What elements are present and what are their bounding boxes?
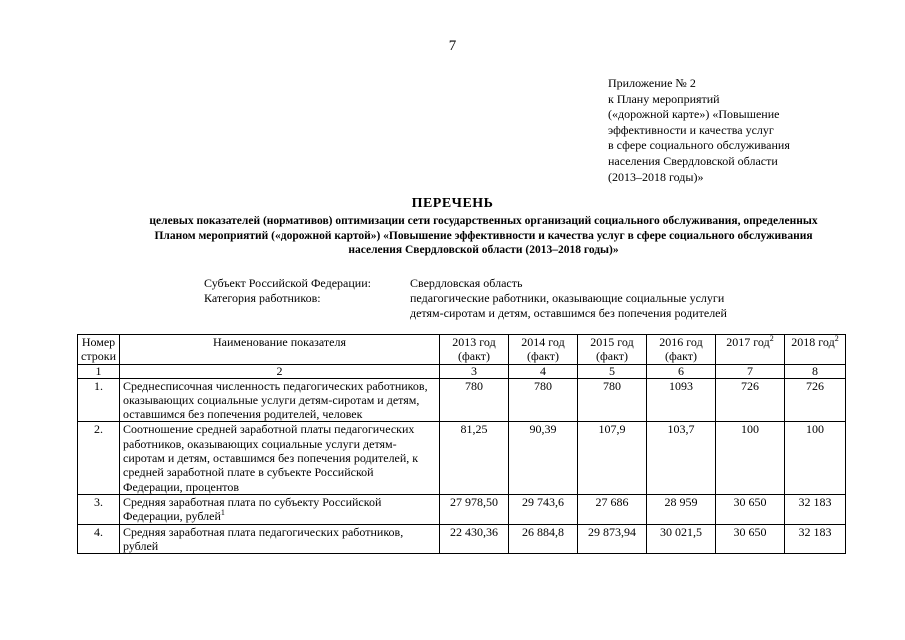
value-2017: 30 650 bbox=[716, 524, 785, 554]
header-text: (факт) bbox=[457, 349, 490, 364]
subtitle-line: Планом мероприятий («дорожной картой») «Повышение эффективности и качества услуг в сфере социального обслуживания bbox=[154, 229, 813, 242]
value-2015: 107,9 bbox=[578, 422, 647, 494]
indicator-name-text: Средняя заработная плата по субъекту Российской Федерации, рублей bbox=[123, 494, 382, 524]
value-2013: 22 430,36 bbox=[440, 524, 509, 554]
column-index: 5 bbox=[578, 364, 647, 378]
appendix-line: («дорожной карте») «Повышение bbox=[608, 107, 780, 122]
header-text: 2013 год bbox=[452, 335, 496, 349]
header-2013 bbox=[440, 335, 509, 365]
document-title: ПЕРЕЧЕНЬ bbox=[411, 196, 494, 211]
value-2015: 29 873,94 bbox=[578, 524, 647, 554]
column-index: 1 bbox=[78, 364, 120, 378]
value-2018: 100 bbox=[785, 422, 846, 494]
value-2017: 726 bbox=[716, 378, 785, 422]
row-number: 3. bbox=[78, 494, 120, 524]
value-2017: 100 bbox=[716, 422, 785, 494]
footnote-mark: 2 bbox=[769, 334, 774, 343]
header-text: 2015 год bbox=[590, 335, 634, 349]
category-value-line: детям-сиротам и детям, оставшимся без попечения родителей bbox=[410, 306, 727, 320]
footnote-mark: 1 bbox=[220, 508, 225, 518]
column-index: 2 bbox=[120, 364, 440, 378]
appendix-line: населения Свердловской области bbox=[608, 153, 778, 168]
header-text: 2018 год bbox=[791, 335, 835, 349]
table-row bbox=[78, 494, 846, 524]
header-indicator-name: Наименование показателя bbox=[120, 335, 440, 365]
column-index: 7 bbox=[716, 364, 785, 378]
header-text: (факт) bbox=[595, 349, 628, 364]
table-row bbox=[78, 378, 846, 422]
subject-label: Субъект Российской Федерации: bbox=[204, 276, 371, 290]
category-value-line: педагогические работники, оказывающие социальные услуги bbox=[410, 291, 725, 305]
value-2017: 30 650 bbox=[716, 494, 785, 524]
column-index: 3 bbox=[440, 364, 509, 378]
header-text: 2017 год bbox=[726, 335, 770, 349]
indicators-table bbox=[77, 334, 846, 554]
page-number: 7 bbox=[448, 38, 457, 54]
table-row bbox=[78, 524, 846, 554]
header-text: 2014 год bbox=[521, 335, 565, 349]
value-2016: 103,7 bbox=[647, 422, 716, 494]
value-2013: 780 bbox=[440, 378, 509, 422]
value-2014: 29 743,6 bbox=[509, 494, 578, 524]
value-2016: 30 021,5 bbox=[647, 524, 716, 554]
footnote-mark: 2 bbox=[834, 334, 839, 343]
appendix-line: к Плану мероприятий bbox=[608, 91, 720, 106]
value-2018: 726 bbox=[785, 378, 846, 422]
indicator-name: Средняя заработная плата педагогических работников, рублей bbox=[120, 524, 440, 554]
header-2015 bbox=[578, 335, 647, 365]
category-label: Категория работников: bbox=[204, 291, 321, 305]
header-row-number bbox=[78, 335, 120, 365]
value-2013: 81,25 bbox=[440, 422, 509, 494]
value-2015: 27 686 bbox=[578, 494, 647, 524]
subtitle-line: населения Свердловской области (2013–2018 годы)» bbox=[348, 244, 619, 257]
column-index: 6 bbox=[647, 364, 716, 378]
value-2016: 28 959 bbox=[647, 494, 716, 524]
subtitle-line: целевых показателей (нормативов) оптимизации сети государственных организаций социального обслуживания, определенных bbox=[149, 215, 818, 227]
subject-value: Свердловская область bbox=[410, 276, 523, 290]
header-text: (факт) bbox=[526, 349, 559, 364]
header-2018 bbox=[785, 335, 846, 365]
indicator-name: Соотношение средней заработной платы педагогических работников, оказывающих социальные услуги детям-сиротам и детям, оставшимся без попечения родителей, к средней заработной плате в субъекте Российской Федерации, процентов bbox=[120, 422, 440, 494]
table-row bbox=[78, 422, 846, 494]
value-2014: 26 884,8 bbox=[509, 524, 578, 554]
header-text: Номер bbox=[81, 335, 116, 349]
value-2015: 780 bbox=[578, 378, 647, 422]
indicators-table-container bbox=[77, 334, 846, 554]
appendix-line: в сфере социального обслуживания bbox=[608, 138, 790, 153]
header-2014 bbox=[509, 335, 578, 365]
value-2014: 780 bbox=[509, 378, 578, 422]
appendix-line: Приложение № 2 bbox=[608, 76, 696, 90]
column-index: 8 bbox=[785, 364, 846, 378]
indicator-name: Среднесписочная численность педагогических работников, оказывающих социальные услуги детям-сиротам и детям, оставшимся без попечения родителей, человек bbox=[120, 378, 440, 422]
document-subtitle bbox=[86, 214, 881, 258]
value-2014: 90,39 bbox=[509, 422, 578, 494]
column-index-row bbox=[78, 364, 846, 378]
appendix-line: (2013–2018 годы)» bbox=[608, 169, 704, 184]
value-2013: 27 978,50 bbox=[440, 494, 509, 524]
table-header-row bbox=[78, 335, 846, 365]
value-2016: 1093 bbox=[647, 378, 716, 422]
row-number: 2. bbox=[78, 422, 120, 494]
header-text: 2016 год bbox=[659, 335, 703, 349]
row-number: 1. bbox=[78, 378, 120, 422]
column-index: 4 bbox=[509, 364, 578, 378]
header-2017 bbox=[716, 335, 785, 365]
value-2018: 32 183 bbox=[785, 524, 846, 554]
appendix-line: эффективности и качества услуг bbox=[608, 122, 774, 137]
header-2016 bbox=[647, 335, 716, 365]
header-text: (факт) bbox=[664, 349, 697, 364]
value-2018: 32 183 bbox=[785, 494, 846, 524]
indicator-name bbox=[120, 494, 440, 524]
row-number: 4. bbox=[78, 524, 120, 554]
appendix-note bbox=[608, 76, 790, 185]
header-text: строки bbox=[81, 349, 116, 364]
